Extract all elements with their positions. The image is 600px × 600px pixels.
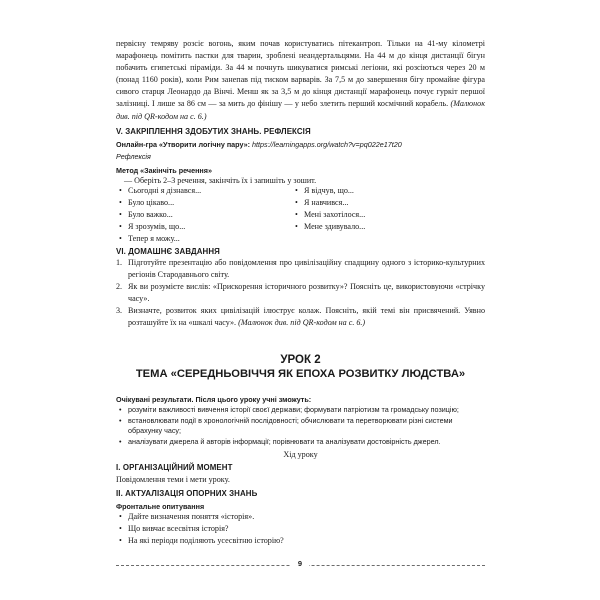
list-item: • Я зрозумів, що... — [116, 221, 292, 233]
lesson-theme: ТЕМА «СЕРЕДНЬОВІЧЧЯ ЯК ЕПОХА РОЗВИТКУ ЛЮДСТВА» — [135, 368, 466, 380]
list-item: • Я навчився... — [292, 197, 472, 209]
section-1-heading: I. ОРГАНІЗАЦІЙНИЙ МОМЕНТ — [116, 463, 233, 472]
list-item: • Дайте визначення поняття «історія». — [116, 511, 485, 523]
homework-figure-note: (Малюнок див. під QR-кодом на с. 6.) — [238, 318, 366, 328]
homework-number: 1. — [116, 258, 123, 267]
list-item: • На які періоди поділяють усесвітню історію? — [116, 535, 485, 547]
homework-text: Як ви розумієте вислів: «Прискорення історичного розвитку»? Поясніть це, використовуючи «стрічку часу». — [128, 282, 485, 304]
reflection-instruction: — Оберіть 2–3 речення, закінчіть їх і запишіть у зошит. — [124, 176, 317, 185]
section-5-heading: V. ЗАКРІПЛЕННЯ ЗДОБУТИХ ЗНАНЬ. РЕФЛЕКСІЯ — [116, 127, 311, 136]
intro-figure-note: (Малюнок див. під QR-кодом на с. 6.) — [116, 99, 485, 121]
list-item: • встановлювати події в хронологічній послідовності; обчислювати та перетворювати різні системи обрахунку часу; — [116, 416, 485, 437]
questions-list — [116, 511, 485, 547]
section-6-heading: VI. ДОМАШНЄ ЗАВДАННЯ — [116, 247, 220, 256]
results-label: Очікувані результати. Після цього уроку учні зможуть: — [116, 395, 312, 404]
sentence-starters — [116, 185, 485, 245]
intro-paragraph — [116, 38, 485, 123]
online-game-label: Онлайн-гра «Утворити логічну пару»: — [116, 140, 251, 149]
reflection-label: Рефлексія — [116, 152, 151, 161]
list-item: • Сьогодні я дізнався... — [116, 185, 292, 197]
homework-list — [116, 257, 485, 330]
homework-number: 3. — [116, 306, 123, 316]
homework-text: Підготуйте презентацію або повідомлення про цивілізаційну спадщину одного з історико-культурних регіонів Стародавнього світу. — [128, 258, 485, 280]
sentence-list-left — [116, 185, 292, 245]
list-item: • Мені захотілося... — [292, 209, 472, 221]
section-1-text: Повідомлення теми і мети уроку. — [116, 475, 230, 484]
list-item: • Тепер я можу... — [116, 233, 292, 245]
homework-text: Визначте, розвиток яких цивілізацій ілюструє колаж. Поясніть, якій темі він присвячений. Уявно розташуйте їх на «шкалі часу». — [128, 306, 485, 328]
section-2-heading: II. АКТУАЛІЗАЦІЯ ОПОРНИХ ЗНАНЬ — [116, 489, 258, 498]
list-item: • Що вивчає всесвітня історія? — [116, 523, 485, 535]
results-list — [116, 405, 485, 447]
page-number: 9 — [291, 559, 309, 568]
list-item: • Мене здивувало... — [292, 221, 472, 233]
homework-number: 2. — [116, 282, 123, 292]
survey-label: Фронтальне опитування — [116, 502, 205, 511]
lesson-title: УРОК 2 — [280, 354, 321, 366]
list-item: • Було важко... — [116, 209, 292, 221]
list-item: • розуміти важливості вивчення історії своєї держави; формувати патріотизм та громадську позицію; — [116, 405, 485, 416]
list-item: • Було цікаво... — [116, 197, 292, 209]
homework-item — [116, 281, 485, 305]
homework-item — [116, 305, 485, 329]
list-item: • аналізувати джерела й авторів інформації; порівнювати та аналізувати достовірність джерел. — [116, 437, 485, 448]
online-game-link[interactable]: https://learningapps.org/watch?v=pq022e17t20 — [252, 140, 402, 149]
course-label: Хід уроку — [283, 450, 318, 459]
homework-item — [116, 257, 485, 281]
method-label: Метод «Закінчіть речення» — [116, 166, 212, 175]
intro-text: первісну темряву розсіє вогонь, яким почав користуватись пітекантроп. Тільки на 41-му кілометрі марафонець помітить пастки для тварин, зроблені неандертальцями. На 44 м до кінця дистанції бігун побачить єгипетські піраміди. За 44 м почнуть шикуватися римські легіони, які розсіються через 20 м (понад 1160 років), коли Рим занепав під тиском варварів. За 7,5 м до завершення бігу промайне фігура сивого старця Леонардо да Вінчі. Менш як за 3,5 м до кінця дистанції марафонець почує гуркіт першої залізниці. І лише за 86 см — за мить до фінішу — у небо злетить перший космічний корабель. — [116, 39, 485, 109]
online-game-line — [116, 140, 485, 151]
list-item: • Я відчув, що... — [292, 185, 472, 197]
sentence-list-right — [292, 185, 472, 245]
